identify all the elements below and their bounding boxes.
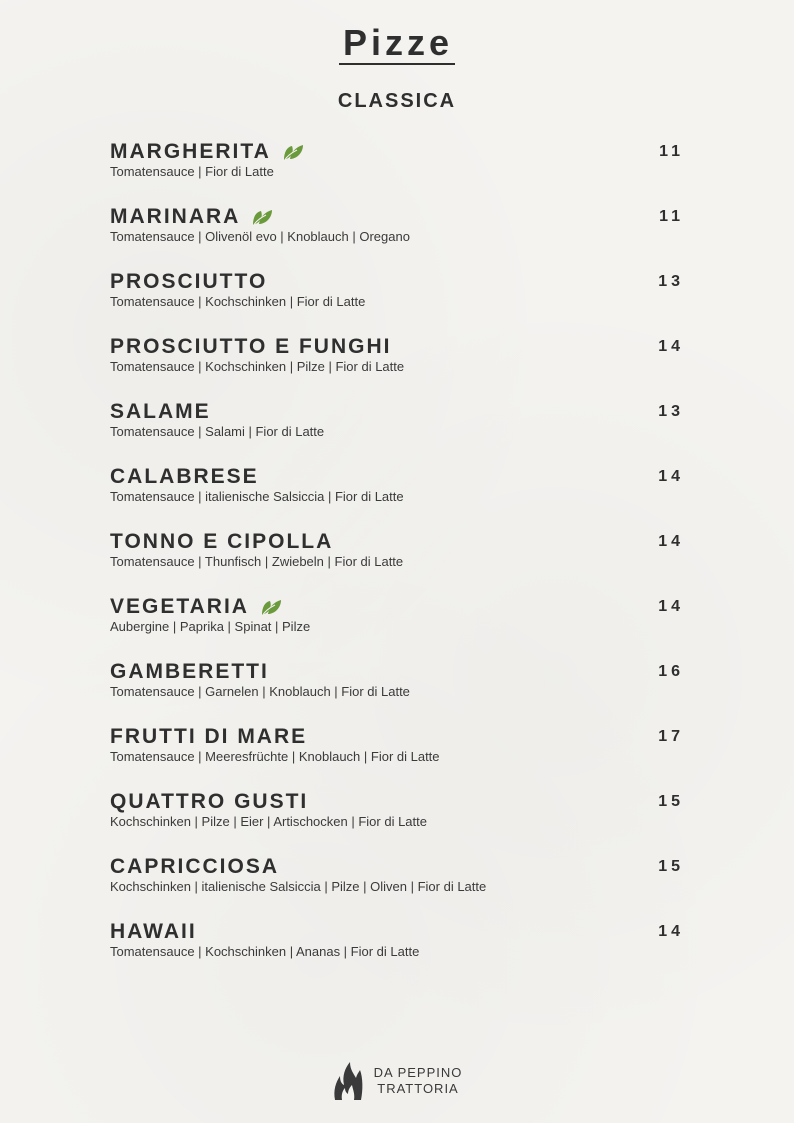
menu-item-description: Tomatensauce | Olivenöl evo | Knoblauch | Oregano [110, 229, 410, 244]
menu-item-price: 11 [659, 143, 684, 160]
menu-item [110, 724, 684, 789]
menu-item-price: 13 [658, 273, 684, 290]
menu-item-name: VEGETARIA [110, 595, 249, 618]
menu-item-header [110, 529, 684, 555]
menu-item-price: 14 [658, 923, 684, 940]
menu-item-header [110, 399, 684, 425]
brand-name [374, 1065, 463, 1097]
menu-item-name: QUATTRO GUSTI [110, 790, 309, 813]
vegetarian-leaf-icon [259, 597, 283, 617]
menu-item-description: Aubergine | Paprika | Spinat | Pilze [110, 619, 311, 634]
menu-item-name: HAWAII [110, 920, 197, 943]
brand-line-1: DA PEPPINO [373, 1065, 463, 1080]
menu-item-price: 15 [658, 793, 684, 810]
menu-item [110, 204, 684, 269]
vegetarian-leaf-icon [250, 207, 274, 227]
menu-item-price: 14 [658, 338, 684, 355]
footer-logo [0, 1060, 794, 1102]
menu-item [110, 854, 684, 919]
menu-item-name: SALAME [110, 400, 211, 423]
menu-item-name: TONNO E CIPOLLA [110, 530, 334, 553]
menu-item-price: 11 [659, 208, 684, 225]
menu-item-header [110, 659, 684, 685]
menu-item-name: FRUTTI DI MARE [110, 725, 308, 748]
menu-item-name: PROSCIUTTO E FUNGHI [110, 335, 392, 358]
menu-item-description: Tomatensauce | Meeresfrüchte | Knoblauch | Fior di Latte [110, 749, 440, 764]
menu-item [110, 399, 684, 464]
menu-item-header [110, 139, 684, 165]
section-title: CLASSICA [337, 90, 457, 112]
menu-item-header [110, 464, 684, 490]
menu-item [110, 789, 684, 854]
menu-item-description: Kochschinken | Pilze | Eier | Artischocken | Fior di Latte [110, 814, 427, 829]
menu-item-header [110, 594, 684, 620]
menu-item-description: Tomatensauce | Thunfisch | Zwiebeln | Fior di Latte [110, 554, 404, 569]
menu-item [110, 334, 684, 399]
menu-item-description: Tomatensauce | Garnelen | Knoblauch | Fior di Latte [110, 684, 410, 699]
menu-item [110, 139, 684, 204]
menu-item [110, 659, 684, 724]
menu-item-name: GAMBERETTI [110, 660, 269, 683]
menu-item-name: PROSCIUTTO [110, 270, 268, 293]
menu-item-price: 15 [658, 858, 684, 875]
menu-item-header [110, 204, 684, 230]
menu-item-header [110, 789, 684, 815]
menu-item-name: CALABRESE [110, 465, 259, 488]
menu-item-price: 14 [658, 533, 684, 550]
menu-item-header [110, 724, 684, 750]
menu-item-name: MARINARA [110, 205, 241, 228]
menu-item-name: MARGHERITA [110, 140, 271, 163]
menu-item-price: 13 [658, 403, 684, 420]
menu-item-description: Tomatensauce | Kochschinken | Fior di Latte [110, 294, 366, 309]
menu-item-description: Tomatensauce | Kochschinken | Ananas | Fior di Latte [110, 944, 420, 959]
menu-item-name: CAPRICCIOSA [110, 855, 280, 878]
menu-item-description: Tomatensauce | Kochschinken | Pilze | Fior di Latte [110, 359, 405, 374]
menu-list [110, 139, 684, 984]
flame-icon [332, 1060, 364, 1102]
menu-item-header [110, 269, 684, 295]
menu-item [110, 919, 684, 984]
menu-item-price: 17 [658, 728, 684, 745]
menu-item-header [110, 919, 684, 945]
menu-item [110, 529, 684, 594]
menu-item [110, 594, 684, 659]
menu-item [110, 269, 684, 334]
menu-item-price: 14 [658, 598, 684, 615]
menu-item-description: Tomatensauce | Salami | Fior di Latte [110, 424, 325, 439]
menu-item-price: 14 [658, 468, 684, 485]
menu-item-header [110, 854, 684, 880]
menu-item [110, 464, 684, 529]
page-title [0, 22, 794, 65]
menu-item-description: Tomatensauce | italienische Salsiccia | Fior di Latte [110, 489, 404, 504]
menu-item-description: Kochschinken | italienische Salsiccia | Pilze | Oliven | Fior di Latte [110, 879, 487, 894]
page-title-text: Pizze [339, 23, 455, 65]
menu-item-description: Tomatensauce | Fior di Latte [110, 164, 274, 179]
vegetarian-leaf-icon [281, 142, 305, 162]
menu-item-header [110, 334, 684, 360]
brand-line-2: TRATTORIA [377, 1081, 459, 1096]
menu-item-price: 16 [658, 663, 684, 680]
